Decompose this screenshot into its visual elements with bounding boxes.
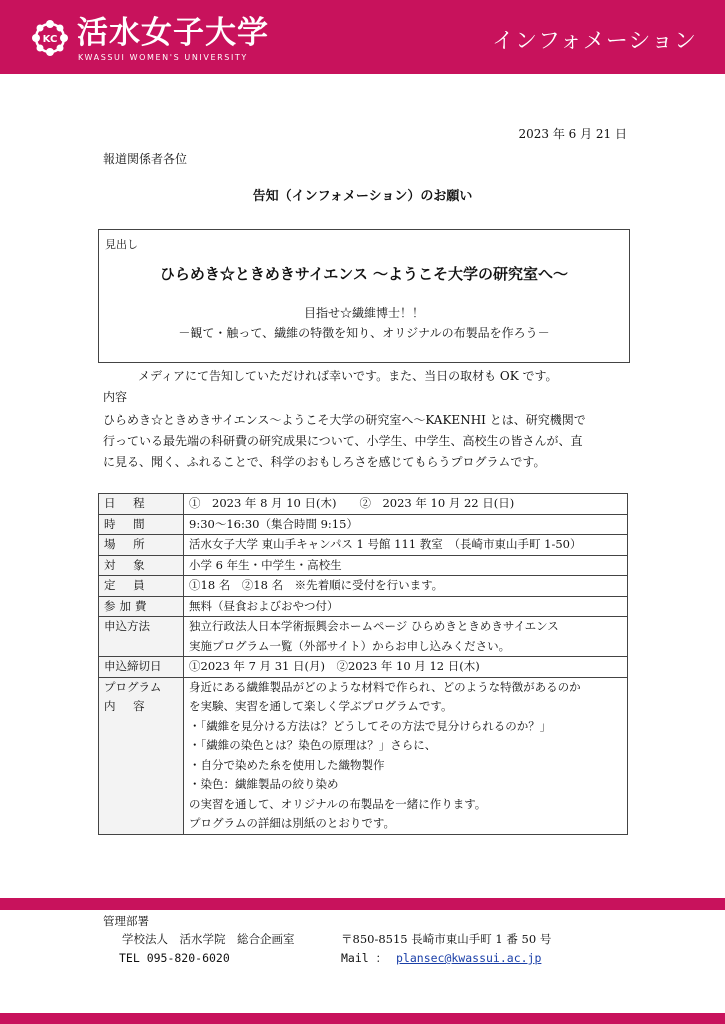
row-label-line: プログラム	[104, 679, 162, 694]
row-label: 申込方法	[99, 617, 184, 657]
table-row	[99, 535, 628, 556]
content-line: ひらめき☆ときめきサイエンス〜ようこそ大学の研究室へ〜KAKENHI とは、研究機関で	[103, 413, 586, 427]
table-row	[99, 657, 628, 678]
row-line: ① 2023 年 8 月 10 日(木) ② 2023 年 10 月 22 日(日)	[189, 496, 515, 510]
row-value	[184, 596, 628, 617]
headline-label: 見出し	[105, 238, 138, 251]
row-label: 時 間	[99, 514, 184, 535]
footer-address: 〒850-8515 長崎市東山手町 1 番 50 号	[341, 932, 552, 946]
footer-tel: TEL 095-820-6020	[119, 951, 230, 965]
row-label: 参加費	[99, 596, 184, 617]
row-line: 活水女子大学 東山手キャンパス 1 号館 111 教室 （長崎市東山手町 1-50）	[189, 537, 582, 551]
row-line: 9:30〜16:30（集合時間 9:15）	[189, 516, 358, 531]
seal-text: KC	[42, 34, 58, 45]
row-label	[99, 677, 184, 834]
row-value	[184, 657, 628, 678]
row-value	[184, 535, 628, 556]
table-row	[99, 617, 628, 657]
row-value	[184, 617, 628, 657]
row-label: 定 員	[99, 576, 184, 597]
row-line: を実験、実習を通して楽しく学ぶプログラムです。	[189, 699, 453, 713]
logo-name: 活水女子大学	[77, 15, 269, 51]
row-value	[184, 494, 628, 515]
content-label: 内容	[103, 390, 128, 404]
row-line: ①2023 年 7 月 31 日(月) ②2023 年 10 月 12 日(木)	[189, 659, 480, 673]
table-row	[99, 514, 628, 535]
row-line: の実習を通して、オリジナルの布製品を一緒に作ります。	[189, 796, 487, 811]
row-line: ・自分で染めた糸を使用した織物製作	[189, 757, 385, 772]
row-line: 無料（昼食およびおやつ付）	[189, 598, 339, 613]
document-title: 告知（インフォメーション）のお願い	[252, 189, 473, 204]
table-row	[99, 677, 628, 834]
row-line: プログラムの詳細は別紙のとおりです。	[189, 816, 395, 830]
row-label: 場 所	[99, 535, 184, 556]
footer-mail-link[interactable]: plansec@kwassui.ac.jp	[396, 951, 542, 965]
row-value	[184, 555, 628, 576]
content-line: に見る、聞く、ふれることで、科学のおもしろさを感じてもらうプログラムです。	[103, 455, 546, 469]
table-row	[99, 596, 628, 617]
letter-date: 2023 年 6 月 21 日	[518, 127, 627, 141]
headline-main: ひらめき☆ときめきサイエンス 〜ようこそ大学の研究室へ〜	[159, 265, 569, 283]
table-row	[99, 576, 628, 597]
header-title: インフォメーション	[491, 29, 697, 54]
footer-org: 学校法人 活水学院 総合企画室	[122, 932, 295, 946]
row-label: 対 象	[99, 555, 184, 576]
header-banner	[0, 0, 725, 74]
row-line: 身近にある繊維製品がどのような材料で作られ、どのような特徴があるのか	[189, 679, 581, 694]
table-row	[99, 555, 628, 576]
media-note: メディアにて告知していただければ幸いです。また、当日の取材も OK です。	[138, 369, 558, 383]
content-line: 行っている最先端の科研費の研究成果について、小学生、中学生、高校生の皆さんが、直	[103, 434, 583, 448]
row-value	[184, 514, 628, 535]
row-line: 小学 6 年生・中学生・高校生	[189, 557, 342, 572]
row-value	[184, 576, 628, 597]
content-paragraph	[103, 410, 623, 473]
footer-dept-label: 管理部署	[103, 914, 149, 928]
footer-mail-label: Mail ：	[341, 951, 388, 965]
headline-sub2: －観て・触って、繊維の特徴を知り、オリジナルの布製品を作ろう－	[178, 326, 550, 340]
university-seal-icon	[30, 18, 70, 58]
row-line: 実施プログラム一覧（外部サイト）からお申し込みください。	[189, 638, 511, 653]
headline-box	[98, 229, 630, 363]
row-value	[184, 677, 628, 834]
headline-sub1: 目指せ☆繊維博士！！	[303, 306, 424, 320]
table-row	[99, 494, 628, 515]
logo-subtitle: KWASSUI WOMEN'S UNIVERSITY	[78, 53, 248, 62]
row-label-line: 内 容	[104, 699, 152, 713]
addressee: 報道関係者各位	[103, 152, 188, 166]
footer-divider	[0, 898, 725, 910]
row-line: ・「繊維を見分ける方法は？どうしてその方法で見分けられるのか？」	[189, 718, 552, 733]
row-line: ・染色：繊維製品の絞り染め	[189, 777, 339, 791]
row-label: 申込締切日	[99, 657, 184, 678]
row-label: 日 程	[99, 494, 184, 515]
row-line: ・「繊維の染色とは？染色の原理は？」さらに、	[189, 738, 437, 752]
footer-bottom-bar	[0, 1013, 725, 1024]
row-line: ①18 名 ②18 名 ※先着順に受付を行います。	[189, 578, 444, 592]
row-line: 独立行政法人日本学術振興会ホームページ ひらめきときめきサイエンス	[189, 619, 559, 633]
event-info-table	[98, 493, 628, 835]
